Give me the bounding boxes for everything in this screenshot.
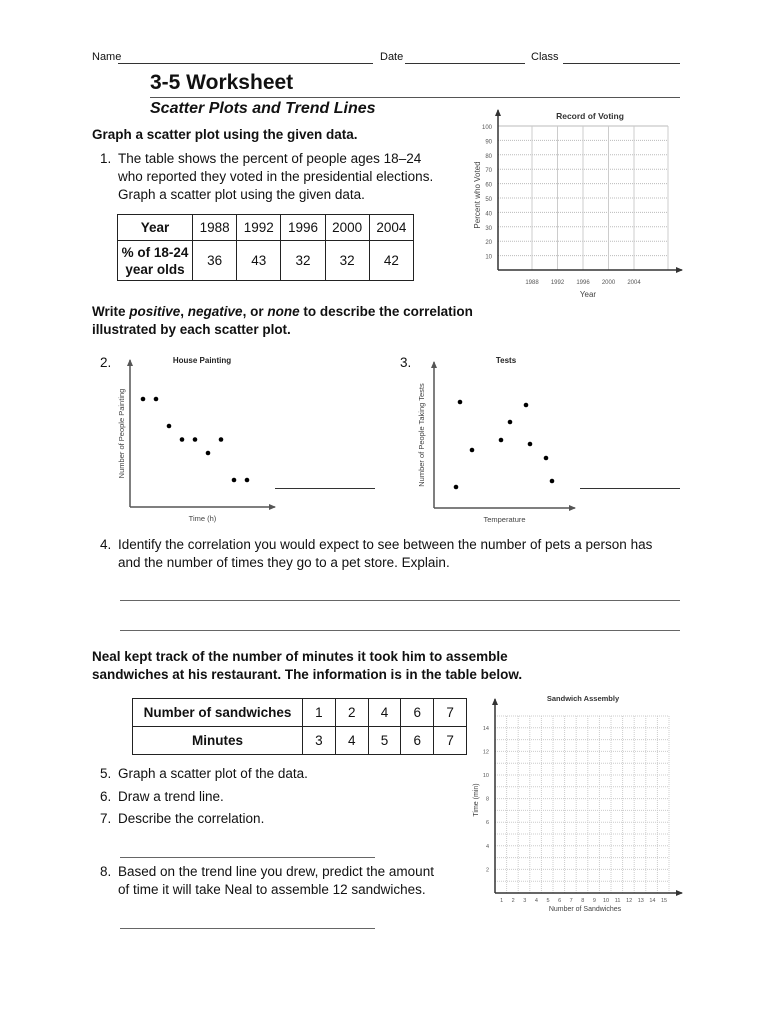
y-tick-label: 10 [482,773,489,779]
q8-text: Based on the trend line you drew, predict the amount [118,864,434,879]
sandwich-table [132,698,467,755]
y-axis-arrow [127,359,133,366]
x-tick-label: 3 [523,898,527,904]
q4-number: 4. [100,537,112,552]
x-axis-arrow [269,504,276,510]
data-point [524,403,529,408]
data-point [154,397,159,402]
x-tick-label: 15 [660,898,668,904]
q1-number: 1. [100,151,112,166]
year-cell: 1992 [237,215,281,241]
q3-number: 3. [400,355,412,370]
y-tick-label: 90 [485,139,492,146]
x-axis-arrow [676,890,683,896]
x-axis-arrow [569,505,576,511]
chart-title: Tests [495,356,517,365]
data-point [458,400,463,405]
data-point [499,438,504,443]
sandwich-cell: 2 [335,699,368,727]
minutes-cell: 4 [335,727,368,755]
q8-text: of time it will take Neal to assemble 12 sandwiches. [118,882,426,897]
class-label: Class [531,51,559,63]
data-point [193,437,198,442]
minutes-cell: 6 [401,727,434,755]
x-axis-label: Year [579,290,597,299]
data-point [508,420,513,425]
q1-text: The table shows the percent of people ages 18–24 [118,151,422,166]
x-tick-label: 13 [637,898,644,904]
year-cell: 1988 [193,215,237,241]
text: , or [242,304,268,319]
y-tick-label: 2 [485,867,489,874]
chart-title: Record of Voting [556,111,624,121]
percent-cell: 32 [281,241,325,281]
x-tick-label: 1992 [550,280,565,286]
percent-cell: 36 [193,241,237,281]
y-axis-arrow [495,109,501,116]
q2-number: 2. [100,355,112,370]
q2-answer-line[interactable] [275,488,375,489]
y-tick-label: 6 [485,820,489,827]
x-axis-label: Temperature [483,515,526,524]
y-tick-label: 4 [485,843,489,850]
data-point [141,397,146,402]
page-subtitle: Scatter Plots and Trend Lines [150,100,376,117]
y-tick-label: 14 [482,725,489,732]
percent-cell: 32 [325,241,369,281]
page-title: 3-5 Worksheet [150,71,294,94]
percent-header: % of 18-24 [121,244,189,260]
y-tick-label: 70 [485,168,492,175]
q7-text: Describe the correlation. [118,811,265,826]
text: Write [92,304,130,319]
x-tick-label: 2 [511,898,515,904]
sandwich-cell: 1 [303,699,336,727]
tests-chart [410,345,580,530]
data-point [550,479,555,484]
year-cell: 2004 [369,215,413,241]
y-axis-label: Number of People Painting [117,388,126,479]
x-tick-label: 8 [581,898,585,904]
y-tick-label: 20 [485,240,492,247]
x-tick-label: 2000 [601,280,616,286]
section2-heading [92,304,473,319]
house-painting-chart [110,345,280,530]
name-field[interactable] [118,63,373,64]
year-cell: 1996 [281,215,325,241]
q4-text: and the number of times they go to a pet store. Explain. [118,555,450,570]
x-tick-label: 1996 [576,280,590,286]
q4-text: Identify the correlation you would expect to see between the number of pets a person has [118,537,653,552]
chart-title: House Painting [172,356,232,365]
x-tick-label: 6 [558,898,562,904]
q1-text: who reported they voted in the presidential elections. [118,169,434,184]
data-point [470,448,475,453]
y-tick-label: 12 [482,749,489,756]
q7-answer-line[interactable] [120,857,375,858]
text: to describe the correlation [299,304,473,319]
text: positive [129,304,181,319]
minutes-header: Minutes [133,727,303,755]
voting-chart[interactable] [460,100,700,310]
y-tick-label: 60 [485,182,492,189]
y-tick-label: 50 [485,197,492,203]
date-label: Date [380,51,404,63]
y-tick-label: 10 [485,254,492,261]
section3-text: Neal kept track of the number of minutes it took him to assemble [92,649,508,664]
y-tick-label: 40 [485,211,492,218]
q4-answer-line[interactable] [120,630,680,631]
x-tick-label: 1 [500,898,504,904]
y-axis-arrow [431,361,437,368]
q5-number: 5. [100,766,112,781]
year-cell: 2000 [325,215,369,241]
percent-cell: 43 [237,241,281,281]
q4-answer-line[interactable] [120,600,680,601]
x-tick-label: 14 [649,898,656,904]
year-header: Year [118,215,193,241]
q5-text: Graph a scatter plot of the data. [118,766,308,781]
q3-answer-line[interactable] [580,488,680,489]
y-tick-label: 80 [485,153,492,160]
q6-number: 6. [100,789,112,804]
data-point [454,485,459,490]
text: none [267,304,300,319]
y-axis-label: Time (min) [473,783,480,817]
q8-answer-line[interactable] [120,928,375,929]
percent-cell: 42 [369,241,413,281]
x-axis-label: Time (h) [188,514,217,523]
text: , [180,304,188,319]
data-point [544,456,549,461]
x-axis-label: Number of Sandwiches [548,906,622,913]
text: negative [187,304,243,319]
section1-heading: Graph a scatter plot using the given data. [92,127,358,142]
x-tick-label: 4 [534,898,538,904]
x-tick-label: 11 [614,898,621,904]
x-tick-label: 2004 [627,280,641,286]
minutes-cell: 7 [434,727,467,755]
q8-number: 8. [100,864,112,879]
x-tick-label: 5 [546,898,550,904]
date-field[interactable] [405,63,525,64]
data-point [219,437,224,442]
sandwich-cell: 4 [368,699,401,727]
section2-heading-line2: illustrated by each scatter plot. [92,322,291,337]
chart-title: Sandwich Assembly [546,694,620,703]
q7-number: 7. [100,811,112,826]
x-tick-label: 12 [626,898,633,904]
title-divider [150,97,680,98]
voting-table [117,214,414,281]
minutes-cell: 3 [303,727,336,755]
sandwich-cell: 7 [434,699,467,727]
data-point [245,478,250,483]
sandwiches-header: Number of sandwiches [133,699,303,727]
data-point [167,424,172,429]
q1-text: Graph a scatter plot using the given data. [118,187,365,202]
x-tick-label: 1988 [525,280,539,286]
y-axis-arrow [492,698,498,705]
y-tick-label: 8 [485,796,489,803]
minutes-cell: 5 [368,727,401,755]
data-point [180,437,185,442]
y-axis-label: Percent who Voted [473,161,482,229]
y-tick-label: 100 [481,125,492,131]
data-point [206,451,211,456]
sandwich-cell: 6 [401,699,434,727]
data-point [528,442,533,447]
section3-text: sandwiches at his restaurant. The information is in the table below. [92,667,523,682]
percent-header: year olds [125,261,185,277]
x-tick-label: 10 [602,898,610,904]
x-tick-label: 9 [592,898,596,904]
name-label: Name [92,51,122,63]
sandwich-chart[interactable] [470,685,690,920]
class-field[interactable] [563,63,680,64]
q6-text: Draw a trend line. [118,789,224,804]
x-tick-label: 7 [569,898,573,904]
x-axis-arrow [676,267,683,273]
y-axis-label: Number of People Taking Tests [417,383,426,487]
data-point [232,478,237,483]
y-tick-label: 30 [485,225,492,232]
